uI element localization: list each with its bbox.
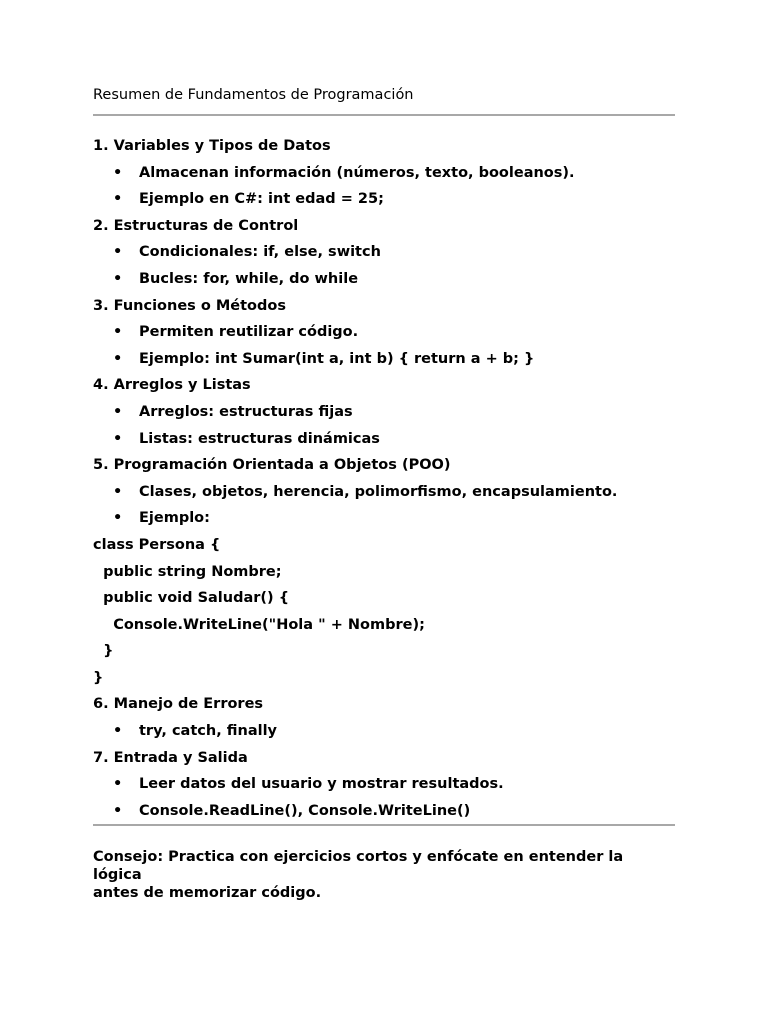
top-divider	[93, 114, 675, 116]
section-heading: 3. Funciones o Métodos	[93, 297, 286, 314]
document-page	[93, 86, 675, 917]
document-title: Resumen de Fundamentos de Programación	[93, 87, 414, 103]
section-heading: 5. Programación Orientada a Objetos (POO)	[93, 457, 451, 474]
bullet-item: • Console.ReadLine(), Console.WriteLine()	[93, 802, 675, 829]
bullet-item: • Listas: estructuras dinámicas	[93, 430, 675, 457]
code-line: }	[93, 643, 114, 660]
bullet-item: • Bucles: for, while, do while	[93, 270, 675, 297]
bullet-item: • Clases, objetos, herencia, polimorfismo, encapsulamiento.	[93, 483, 675, 510]
section-heading: 4. Arreglos y Listas	[93, 377, 251, 394]
bullet-item: • Permiten reutilizar código.	[93, 323, 675, 350]
section-heading: 7. Entrada y Salida	[93, 749, 248, 766]
bullet-item: • Condicionales: if, else, switch	[93, 243, 675, 270]
bullet-item: • Ejemplo: int Sumar(int a, int b) { return a + b; }	[93, 350, 675, 377]
code-line: public string Nombre;	[93, 563, 282, 580]
bullet-item: • Leer datos del usuario y mostrar resultados.	[93, 775, 675, 802]
section-heading: 1. Variables y Tipos de Datos	[93, 138, 331, 154]
code-line: Console.WriteLine("Hola " + Nombre);	[93, 616, 425, 633]
bullet-item: • try, catch, finally	[93, 722, 675, 749]
section-heading: 2. Estructuras de Control	[93, 217, 299, 234]
code-line: public void Saludar() {	[93, 590, 290, 607]
code-line: class Persona {	[93, 536, 221, 553]
tip-paragraph: Consejo: Practica con ejercicios cortos y enfócate en entender la lógica antes de memorizar código.	[93, 849, 624, 902]
bullet-item: • Almacenan información (números, texto, booleanos).	[93, 164, 675, 191]
bullet-item: • Ejemplo:	[93, 509, 675, 536]
section-heading: 6. Manejo de Errores	[93, 696, 264, 713]
document-body	[93, 137, 675, 828]
bullet-item: • Arreglos: estructuras fijas	[93, 403, 675, 430]
code-line: }	[93, 669, 104, 686]
bullet-item: • Ejemplo en C#: int edad = 25;	[93, 190, 675, 217]
